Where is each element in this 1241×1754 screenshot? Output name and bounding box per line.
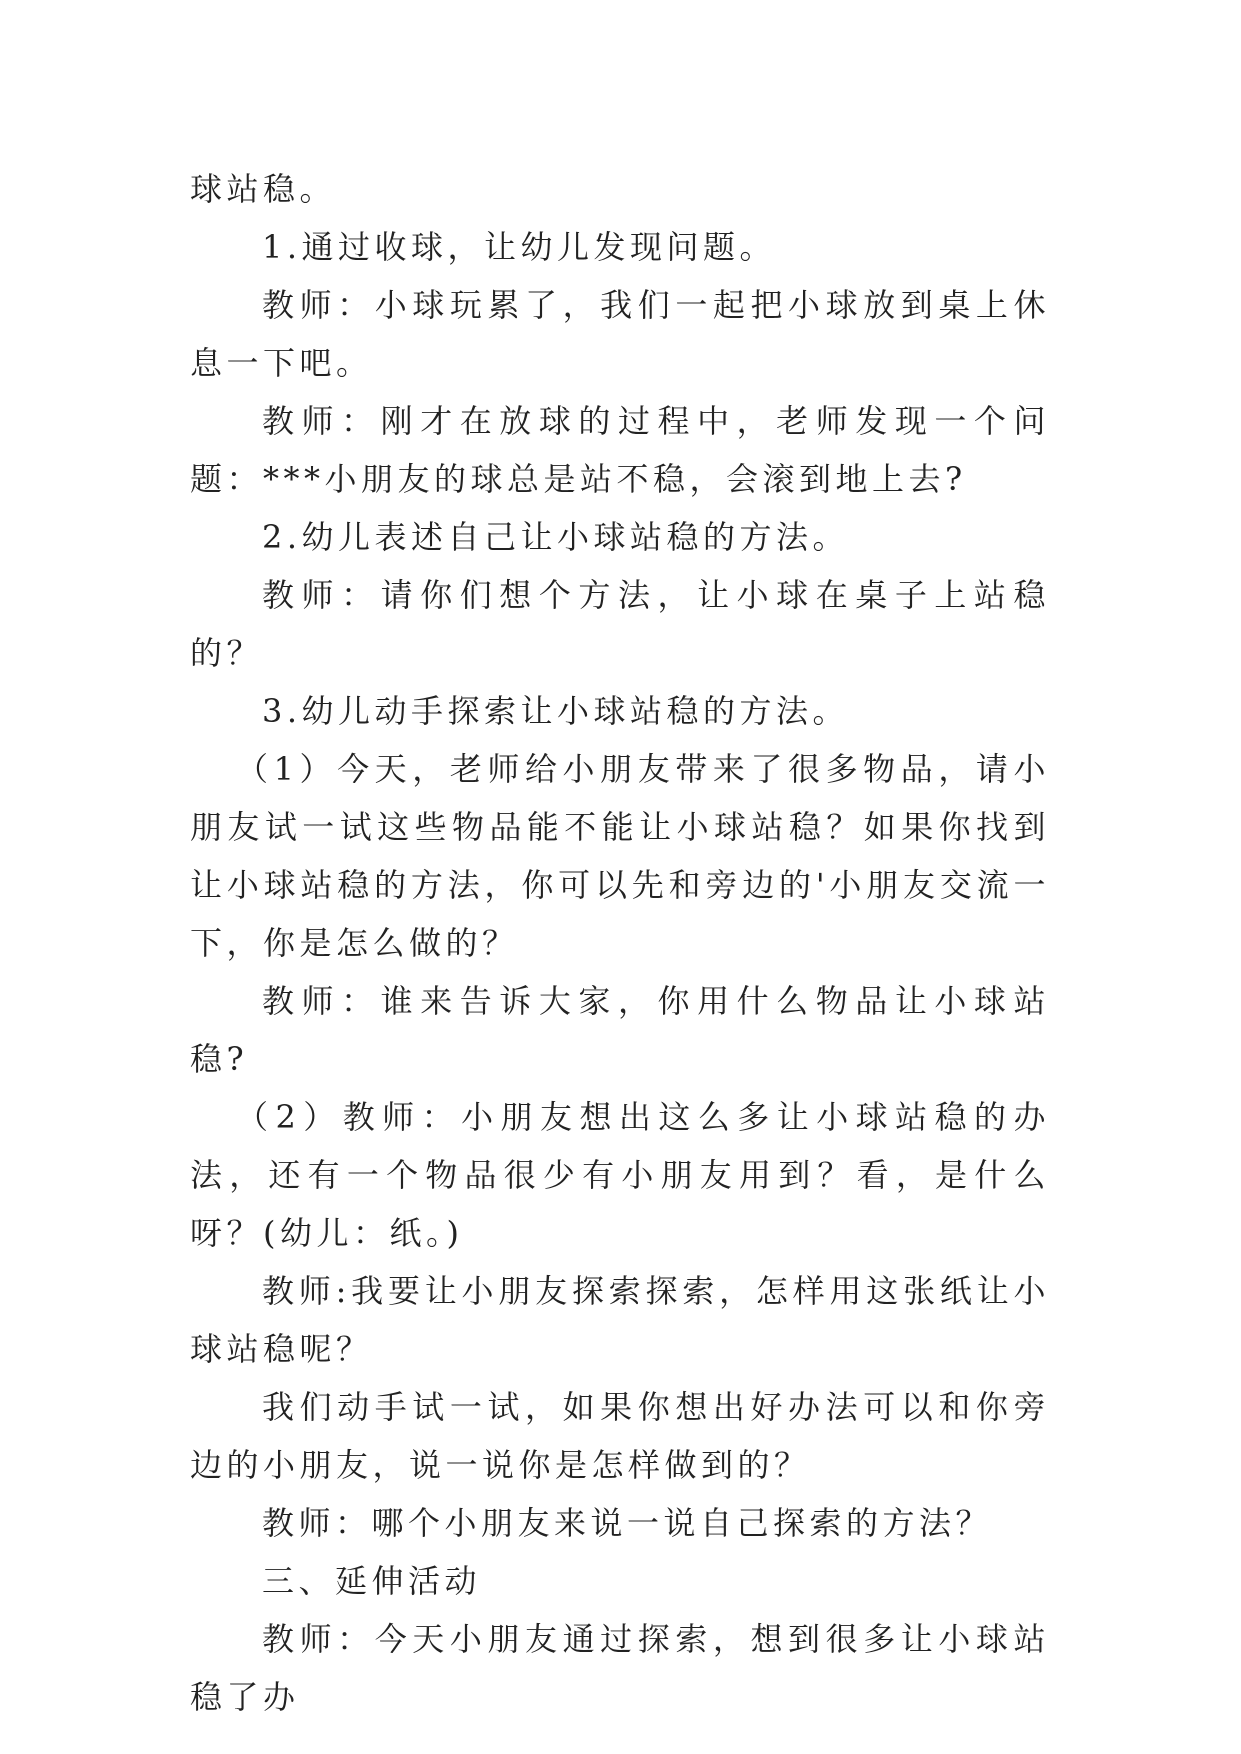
- section-heading-extension: 三、延伸活动: [262, 1562, 482, 1600]
- paragraph-8: （1）今天，老师给小朋友带来了很多物品，请小朋友试一试这些物品能不能让小球站稳？如果你找到让小球站稳的方法，你可以先和旁边的'小朋友交流一下，你是怎么做的？: [190, 750, 1050, 962]
- paragraph-15: 教师：今天小朋友通过探索，想到很多让小球站稳了办: [190, 1620, 1050, 1716]
- paragraph-11: 教师:我要让小朋友探索探索，怎样用这张纸让小球站稳呢？: [190, 1272, 1050, 1368]
- paragraph-2: 1.通过收球，让幼儿发现问题。: [262, 228, 777, 266]
- paragraph-3: 教师：小球玩累了，我们一起把小球放到桌上休息一下吧。: [190, 286, 1050, 382]
- paragraph-7: 3.幼儿动手探索让小球站稳的方法。: [262, 692, 850, 730]
- paragraph-6: 教师：请你们想个方法，让小球在桌子上站稳的？: [190, 576, 1050, 672]
- paragraph-4: 教师：刚才在放球的过程中，老师发现一个问题：***小朋友的球总是站不稳，会滚到地上去?: [190, 402, 1050, 498]
- paragraph-9: 教师：谁来告诉大家，你用什么物品让小球站稳?: [190, 982, 1050, 1078]
- paragraph-12: 我们动手试一试，如果你想出好办法可以和你旁边的小朋友，说一说你是怎样做到的？: [190, 1388, 1050, 1484]
- paragraph-1: 球站稳。: [190, 170, 337, 208]
- paragraph-10: （2）教师：小朋友想出这么多让小球站稳的办法，还有一个物品很少有小朋友用到？看，是什么呀？(幼儿：纸。): [190, 1098, 1050, 1252]
- document-body: [190, 160, 1050, 1726]
- paragraph-13: 教师：哪个小朋友来说一说自己探索的方法？: [262, 1504, 993, 1542]
- paragraph-5: 2.幼儿表述自己让小球站稳的方法。: [262, 518, 850, 556]
